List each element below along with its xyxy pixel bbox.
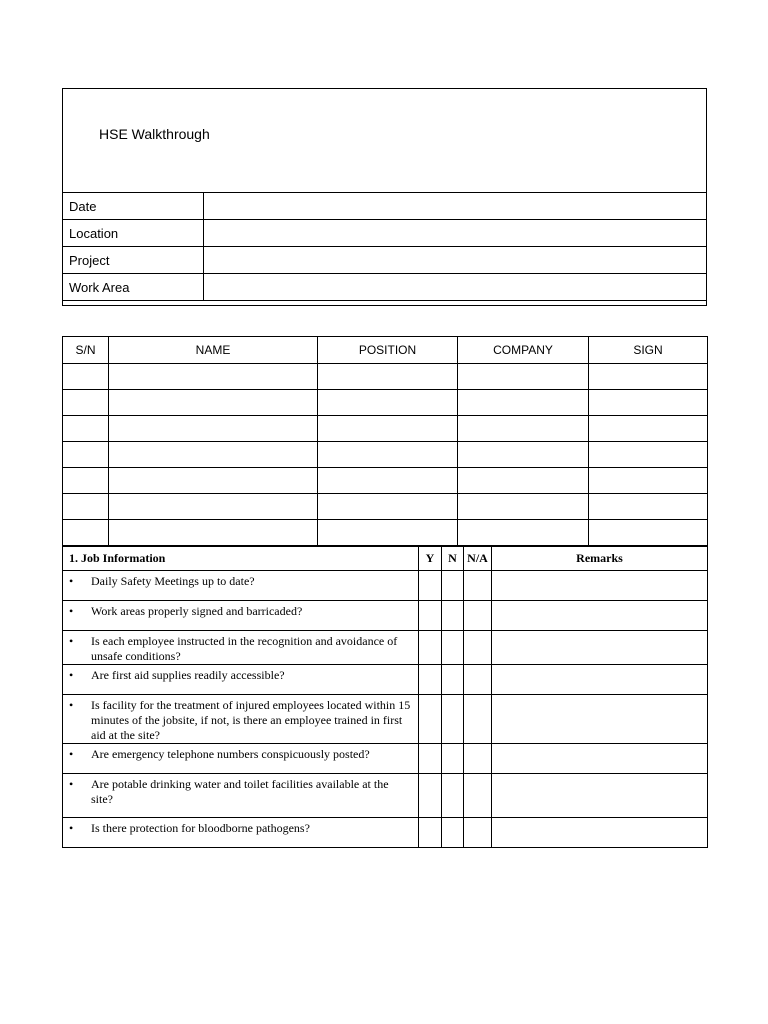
answer-na-cell[interactable] (464, 571, 492, 601)
position-cell[interactable] (318, 416, 458, 442)
answer-na-cell[interactable] (464, 744, 492, 774)
bullet-icon: • (69, 574, 74, 588)
question-text: Are emergency telephone numbers conspicuously posted? (91, 747, 370, 761)
answer-na-cell[interactable] (464, 774, 492, 818)
remarks-cell[interactable] (492, 571, 708, 601)
sign-cell[interactable] (589, 468, 708, 494)
attendance-header-row (63, 337, 708, 364)
answer-y-cell[interactable] (419, 571, 442, 601)
answer-na-cell[interactable] (464, 695, 492, 744)
position-cell[interactable] (318, 468, 458, 494)
position-cell[interactable] (318, 494, 458, 520)
name-cell[interactable] (109, 442, 318, 468)
attendance-row (63, 390, 708, 416)
answer-n-cell[interactable] (442, 571, 464, 601)
remarks-cell[interactable] (492, 818, 708, 848)
header-fields-table (62, 192, 707, 301)
field-row-date (63, 193, 707, 220)
question-text: Is facility for the treatment of injured employees located within 15 minutes of the jobsite, if not, is there an employee trained in first aid at the site? (91, 698, 411, 742)
question-cell (63, 571, 419, 601)
answer-y-cell[interactable] (419, 744, 442, 774)
field-row-project (63, 247, 707, 274)
company-cell[interactable] (458, 494, 589, 520)
checklist-row (63, 695, 708, 744)
col-header-position: POSITION (318, 337, 458, 364)
field-value-date[interactable] (204, 193, 707, 220)
answer-y-cell[interactable] (419, 818, 442, 848)
answer-y-cell[interactable] (419, 695, 442, 744)
section-title: 1. Job Information (63, 547, 419, 571)
answer-n-cell[interactable] (442, 601, 464, 631)
field-row-work-area (63, 274, 707, 301)
bullet-icon: • (69, 777, 74, 791)
name-cell[interactable] (109, 520, 318, 546)
position-cell[interactable] (318, 520, 458, 546)
bullet-icon: • (69, 698, 74, 712)
name-cell[interactable] (109, 468, 318, 494)
answer-n-cell[interactable] (442, 631, 464, 665)
field-value-location[interactable] (204, 220, 707, 247)
header-block (62, 88, 707, 306)
question-text: Are potable drinking water and toilet facilities available at the site? (91, 777, 389, 806)
question-cell (63, 818, 419, 848)
col-header-y: Y (419, 547, 442, 571)
question-text: Work areas properly signed and barricaded? (91, 604, 303, 618)
checklist-row (63, 774, 708, 818)
question-cell (63, 601, 419, 631)
sn-cell[interactable] (63, 520, 109, 546)
sn-cell[interactable] (63, 364, 109, 390)
question-cell (63, 744, 419, 774)
remarks-cell[interactable] (492, 695, 708, 744)
field-label-project: Project (63, 247, 204, 274)
question-text: Daily Safety Meetings up to date? (91, 574, 255, 588)
name-cell[interactable] (109, 364, 318, 390)
question-text: Is each employee instructed in the recognition and avoidance of unsafe conditions? (91, 634, 398, 663)
attendance-row (63, 442, 708, 468)
answer-n-cell[interactable] (442, 744, 464, 774)
checklist-row (63, 818, 708, 848)
col-header-sign: SIGN (589, 337, 708, 364)
question-text: Are first aid supplies readily accessible? (91, 668, 285, 682)
col-header-n: N (442, 547, 464, 571)
answer-n-cell[interactable] (442, 695, 464, 744)
col-header-company: COMPANY (458, 337, 589, 364)
company-cell[interactable] (458, 468, 589, 494)
checklist-table (62, 546, 708, 848)
sign-cell[interactable] (589, 494, 708, 520)
sign-cell[interactable] (589, 364, 708, 390)
form-title: HSE Walkthrough (99, 126, 210, 142)
answer-na-cell[interactable] (464, 631, 492, 665)
col-header-name: NAME (109, 337, 318, 364)
sign-cell[interactable] (589, 390, 708, 416)
company-cell[interactable] (458, 390, 589, 416)
company-cell[interactable] (458, 364, 589, 390)
attendance-row (63, 364, 708, 390)
attendance-row (63, 468, 708, 494)
answer-y-cell[interactable] (419, 774, 442, 818)
answer-y-cell[interactable] (419, 601, 442, 631)
position-cell[interactable] (318, 390, 458, 416)
answer-n-cell[interactable] (442, 774, 464, 818)
remarks-cell[interactable] (492, 744, 708, 774)
sn-cell[interactable] (63, 494, 109, 520)
field-value-work-area[interactable] (204, 274, 707, 301)
answer-n-cell[interactable] (442, 665, 464, 695)
field-label-date: Date (63, 193, 204, 220)
question-cell (63, 774, 419, 818)
checklist-row (63, 601, 708, 631)
attendance-table-block (62, 336, 707, 546)
attendance-rows (63, 364, 708, 546)
sn-cell[interactable] (63, 442, 109, 468)
question-cell (63, 665, 419, 695)
answer-na-cell[interactable] (464, 818, 492, 848)
attendance-row (63, 494, 708, 520)
attendance-row (63, 520, 708, 546)
bullet-icon: • (69, 821, 74, 835)
question-cell (63, 695, 419, 744)
bullet-icon: • (69, 668, 74, 682)
remarks-cell[interactable] (492, 665, 708, 695)
answer-na-cell[interactable] (464, 665, 492, 695)
position-cell[interactable] (318, 364, 458, 390)
answer-y-cell[interactable] (419, 631, 442, 665)
question-cell (63, 631, 419, 665)
field-row-location (63, 220, 707, 247)
checklist-header-row (63, 547, 708, 571)
sn-cell[interactable] (63, 390, 109, 416)
bullet-icon: • (69, 604, 74, 618)
checklist-row (63, 665, 708, 695)
position-cell[interactable] (318, 442, 458, 468)
answer-y-cell[interactable] (419, 665, 442, 695)
company-cell[interactable] (458, 520, 589, 546)
name-cell[interactable] (109, 416, 318, 442)
name-cell[interactable] (109, 494, 318, 520)
answer-n-cell[interactable] (442, 818, 464, 848)
col-header-sn: S/N (63, 337, 109, 364)
checklist-row (63, 631, 708, 665)
remarks-cell[interactable] (492, 601, 708, 631)
bullet-icon: • (69, 634, 74, 648)
checklist-block (62, 546, 707, 848)
sign-cell[interactable] (589, 442, 708, 468)
sn-cell[interactable] (63, 416, 109, 442)
question-text: Is there protection for bloodborne pathogens? (91, 821, 310, 835)
sign-cell[interactable] (589, 520, 708, 546)
field-label-location: Location (63, 220, 204, 247)
remarks-cell[interactable] (492, 631, 708, 665)
company-cell[interactable] (458, 416, 589, 442)
bullet-icon: • (69, 747, 74, 761)
attendance-table (62, 336, 708, 546)
company-cell[interactable] (458, 442, 589, 468)
field-label-work-area: Work Area (63, 274, 204, 301)
sign-cell[interactable] (589, 416, 708, 442)
attendance-row (63, 416, 708, 442)
field-value-project[interactable] (204, 247, 707, 274)
checklist-row (63, 744, 708, 774)
name-cell[interactable] (109, 390, 318, 416)
col-header-remarks: Remarks (492, 547, 708, 571)
col-header-na: N/A (464, 547, 492, 571)
answer-na-cell[interactable] (464, 601, 492, 631)
sn-cell[interactable] (63, 468, 109, 494)
checklist-row (63, 571, 708, 601)
remarks-cell[interactable] (492, 774, 708, 818)
